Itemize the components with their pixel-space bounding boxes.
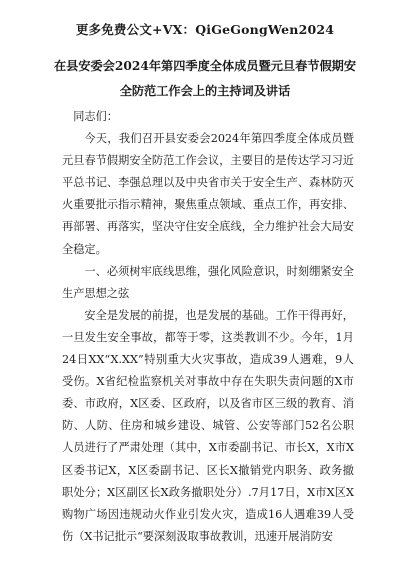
paragraph-intro: 今天，我们召开县安委会2024年第四季度全体成员暨元旦春节假期安全防范工作会议，主要目的是传达学习习近平总书记、李强总理以及中央省市关于安全生产、森林防灭火重要批示指示精神，聚焦重点领域、重点工作，再安排、再部署、再落实，坚决守住安全底线，全力维护社会大局安全稳定。 (62, 132, 354, 256)
paragraph-body: 安全是发展的前提，也是发展的基础。工作干得再好，一旦发生安全事故，都等于零，这类教训不少。今年，1月24日XX“X.XX”特别重大火灾事故，造成39人遇难，9人受伤。X省纪检监察机关对事故中存在失职失责问题的X市委、市政府，X区委、区政府，以及省市区三级的教育、消防、人防、住房和城乡建设、城管、公安等部门52名公职人员进行了严肃处理（其中，X市委副书记、市长X，X市X区委书记X，X区委副书记、区长X撤销党内职务、政务撤职处分；X区副区长X政务撤职处分）.7月17日，X市X区X购物广场因违规动火作业引发火灾，造成16人遇难39人受伤（X书记批示“要深刻汲取事故教训，迅速开展消防安 (62, 308, 354, 543)
document-body (62, 106, 354, 548)
salutation: 同志们： (73, 110, 118, 123)
document-title: 在县安委会2024年第四季度全体成员暨元旦春节假期安全防范工作会上的主持词及讲话 (53, 59, 357, 98)
header-note: 更多免费公文+VX：QiGeGongWen2024 (75, 22, 335, 37)
section-heading-1: 一、必须树牢底线思维，强化风险意识，时刻绷紧安全生产思想之弦 (62, 264, 354, 300)
